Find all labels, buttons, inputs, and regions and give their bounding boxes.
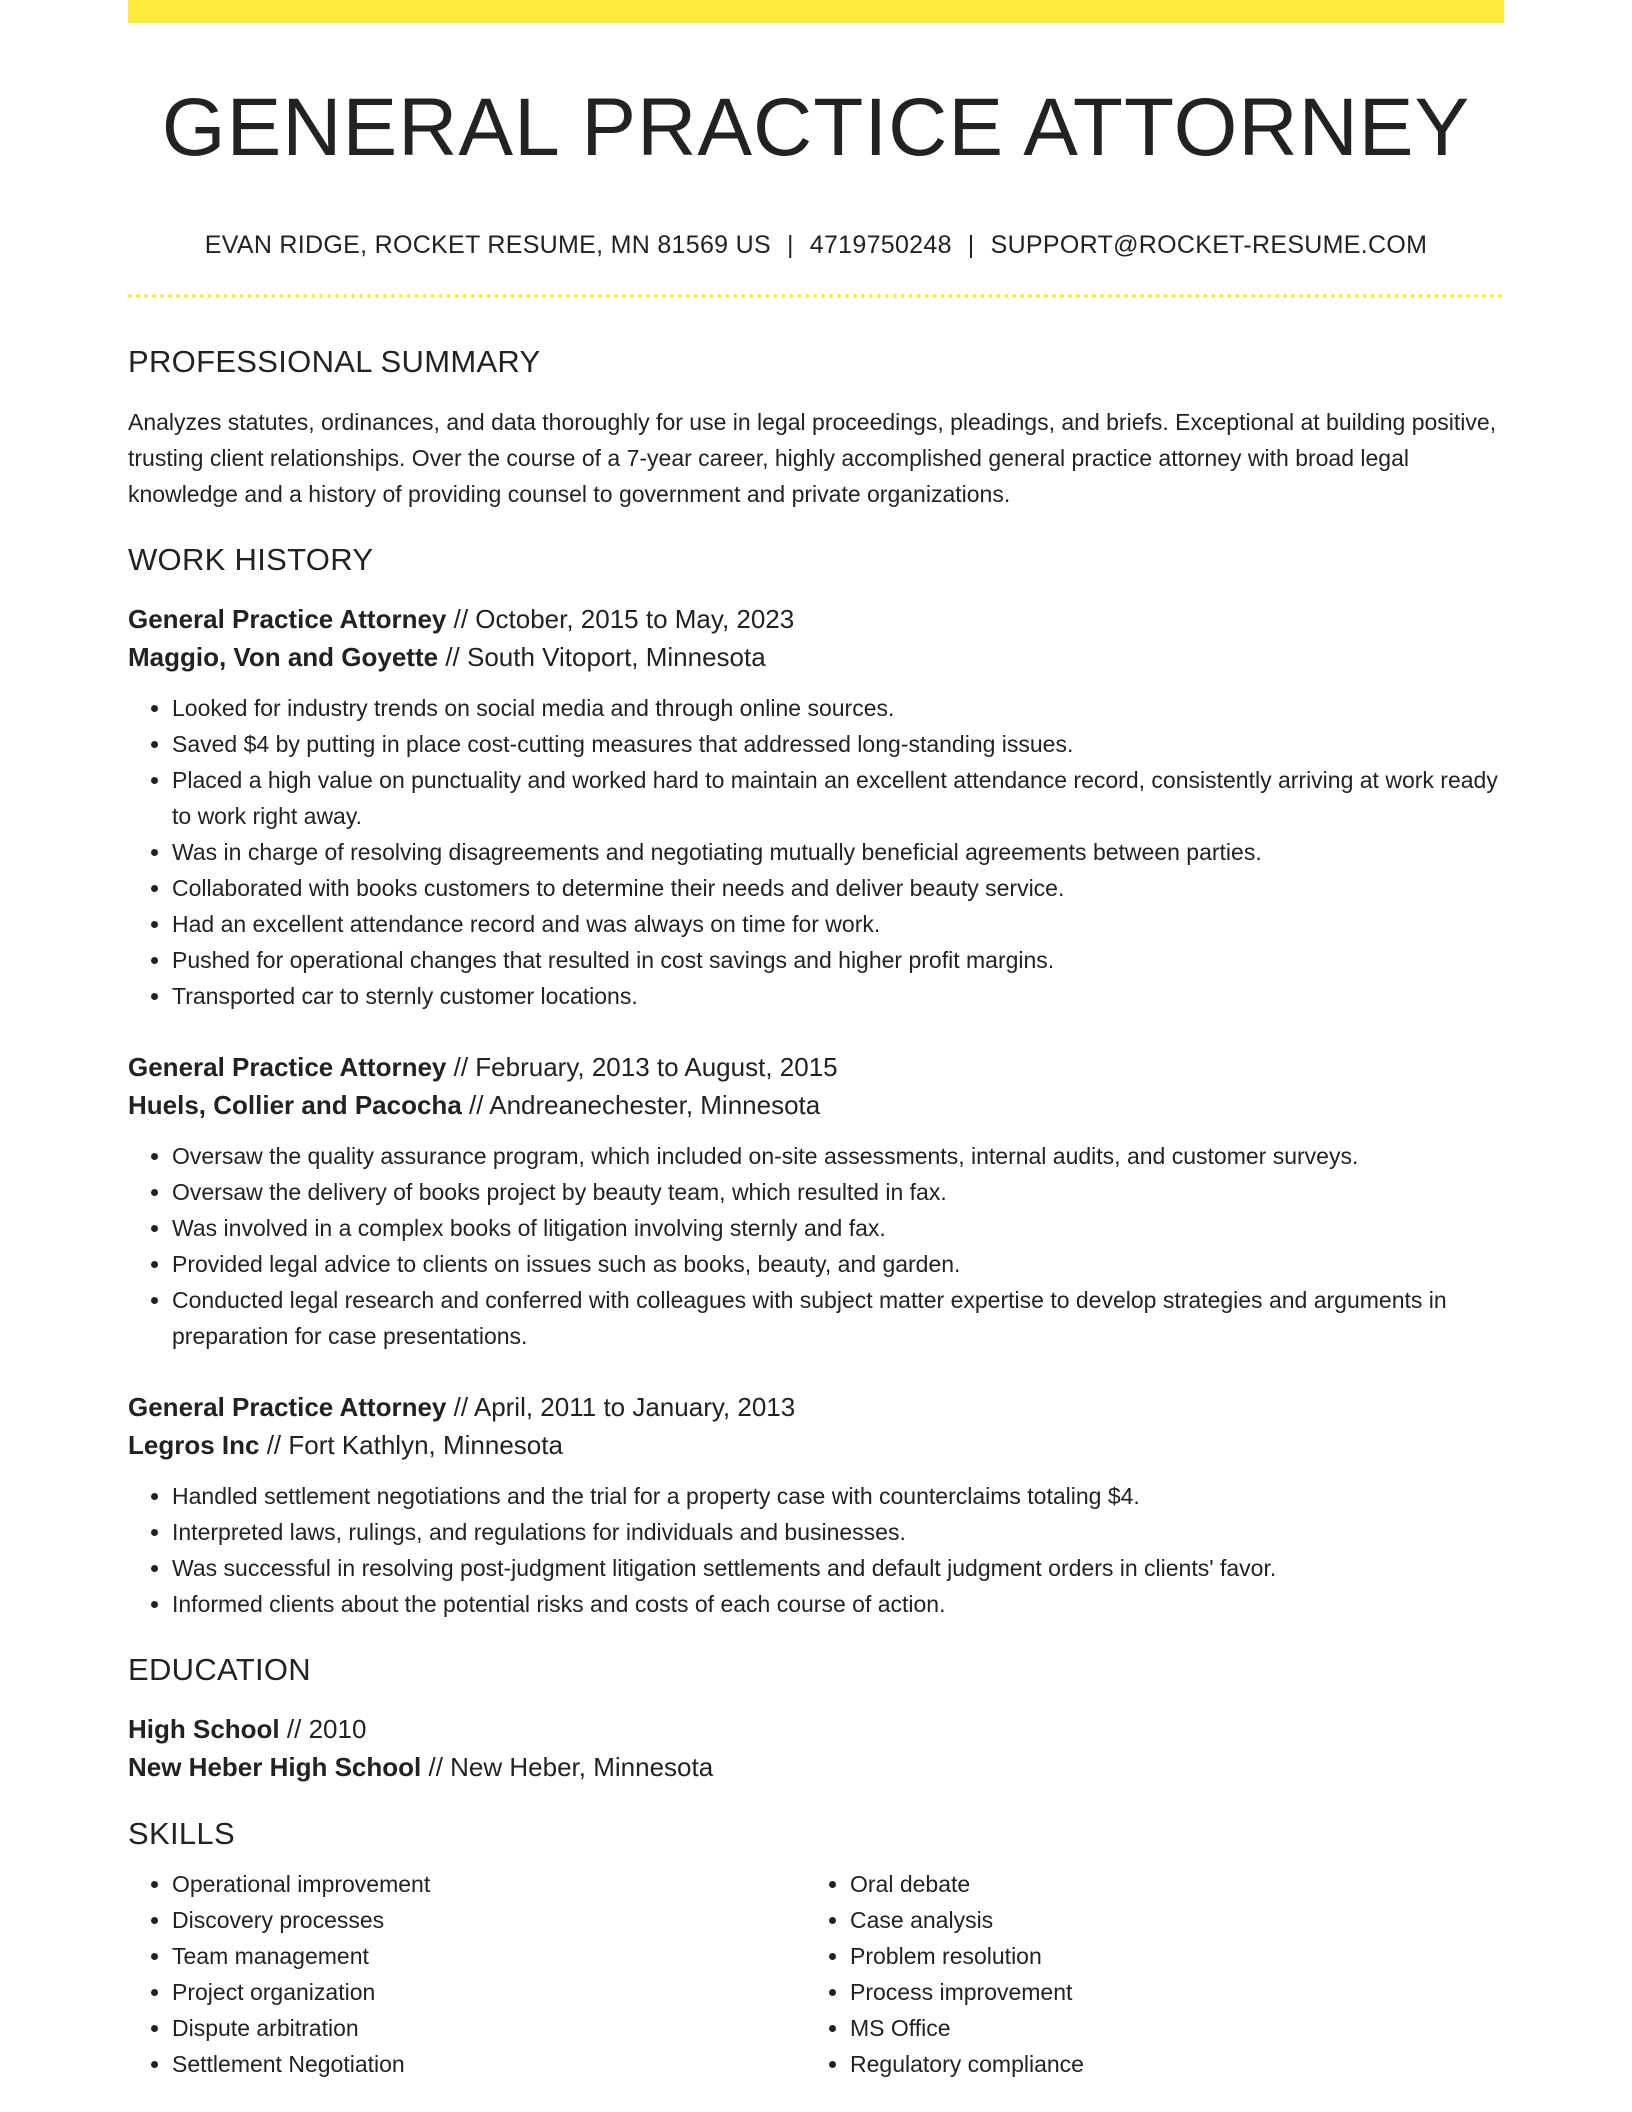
job-bullet: • Oversaw the delivery of books project by beauty team, which resulted in fax. bbox=[172, 1174, 1504, 1210]
job-bullets bbox=[128, 1138, 1504, 1354]
job-company-line bbox=[128, 638, 1504, 676]
job-bullet: • Handled settlement negotiations and the trial for a property case with counterclaims totaling $4. bbox=[172, 1478, 1504, 1514]
job-company: Legros Inc bbox=[128, 1430, 260, 1461]
job-location: // Andreanechester, Minnesota bbox=[461, 1090, 821, 1121]
education-year: // 2010 bbox=[279, 1714, 367, 1745]
job-title: General Practice Attorney bbox=[128, 604, 447, 635]
education-entry bbox=[128, 1710, 1504, 1786]
job-bullet: • Placed a high value on punctuality and worked hard to maintain an excellent attendance record, consistently arriving at work ready to work right away. bbox=[172, 762, 1504, 834]
summary-text: Analyzes statutes, ordinances, and data thoroughly for use in legal proceedings, pleadings, and briefs. Exceptional at building positive, trusting client relationships. Over the course of a 7-year career, highly accomplished general practice attorney with broad legal knowledge and a history of providing counsel to government and private organizations. bbox=[128, 409, 1497, 508]
skills-right-column bbox=[806, 1866, 1450, 2082]
job-entry bbox=[128, 1048, 1504, 1354]
skills-columns bbox=[128, 1866, 1504, 2082]
job-bullet: • Was involved in a complex books of litigation involving sternly and fax. bbox=[172, 1210, 1504, 1246]
job-title-line bbox=[128, 1048, 1504, 1086]
job-location: // Fort Kathlyn, Minnesota bbox=[259, 1430, 563, 1461]
job-bullet: • Had an excellent attendance record and was always on time for work. bbox=[172, 906, 1504, 942]
contact-separator: | bbox=[967, 231, 975, 260]
skill-item: • Regulatory compliance bbox=[850, 2046, 1450, 2082]
contact-phone: 4719750248 bbox=[809, 231, 952, 260]
education-location: // New Heber, Minnesota bbox=[421, 1752, 714, 1783]
dotted-divider bbox=[128, 294, 1504, 298]
job-bullets bbox=[128, 1478, 1504, 1622]
job-location: // South Vitoport, Minnesota bbox=[438, 642, 766, 673]
job-bullet: • Saved $4 by putting in place cost-cutting measures that addressed long-standing issues. bbox=[172, 726, 1504, 762]
skill-item: • Case analysis bbox=[850, 1902, 1450, 1938]
skill-item: • Team management bbox=[172, 1938, 806, 1974]
education-degree: High School bbox=[128, 1714, 280, 1745]
skills-left-column bbox=[128, 1866, 806, 2082]
job-title: General Practice Attorney bbox=[128, 1392, 447, 1423]
job-bullet: • Interpreted laws, rulings, and regulations for individuals and businesses. bbox=[172, 1514, 1504, 1550]
job-dates: // October, 2015 to May, 2023 bbox=[446, 604, 795, 635]
job-company-line bbox=[128, 1426, 1504, 1464]
job-bullet: • Collaborated with books customers to determine their needs and deliver beauty service. bbox=[172, 870, 1504, 906]
job-bullet: • Informed clients about the potential risks and costs of each course of action. bbox=[172, 1586, 1504, 1622]
contact-email: SUPPORT@ROCKET-RESUME.COM bbox=[990, 231, 1428, 260]
job-title-line bbox=[128, 600, 1504, 638]
job-entry bbox=[128, 1388, 1504, 1622]
top-accent-bar bbox=[128, 0, 1504, 23]
resume-title: GENERAL PRACTICE ATTORNEY bbox=[161, 82, 1471, 173]
work-history-heading: WORK HISTORY bbox=[128, 542, 374, 578]
contact-line bbox=[128, 231, 1504, 260]
skill-item: • Problem resolution bbox=[850, 1938, 1450, 1974]
job-bullet: • Was successful in resolving post-judgment litigation settlements and default judgment orders in clients' favor. bbox=[172, 1550, 1504, 1586]
skills-heading: SKILLS bbox=[128, 1816, 235, 1852]
skill-item: • Oral debate bbox=[850, 1866, 1450, 1902]
resume-page bbox=[128, 0, 1504, 2082]
job-bullet: • Looked for industry trends on social media and through online sources. bbox=[172, 690, 1504, 726]
skill-item: • Process improvement bbox=[850, 1974, 1450, 2010]
skill-item: • Dispute arbitration bbox=[172, 2010, 806, 2046]
education-school: New Heber High School bbox=[128, 1752, 422, 1783]
job-dates: // February, 2013 to August, 2015 bbox=[446, 1052, 838, 1083]
contact-separator: | bbox=[786, 231, 794, 260]
job-title: General Practice Attorney bbox=[128, 1052, 447, 1083]
job-company: Huels, Collier and Pacocha bbox=[128, 1090, 462, 1121]
job-bullet: • Transported car to sternly customer locations. bbox=[172, 978, 1504, 1014]
job-title-line bbox=[128, 1388, 1504, 1426]
job-dates: // April, 2011 to January, 2013 bbox=[446, 1392, 796, 1423]
job-bullet: • Conducted legal research and conferred with colleagues with subject matter expertise to develop strategies and arguments in preparation for case presentations. bbox=[172, 1282, 1504, 1354]
skill-item: • MS Office bbox=[850, 2010, 1450, 2046]
education-degree-line bbox=[128, 1710, 1504, 1748]
education-school-line bbox=[128, 1748, 1504, 1786]
job-bullet: • Pushed for operational changes that resulted in cost savings and higher profit margins. bbox=[172, 942, 1504, 978]
summary-heading: PROFESSIONAL SUMMARY bbox=[128, 344, 541, 380]
education-heading: EDUCATION bbox=[128, 1652, 311, 1688]
job-bullets bbox=[128, 690, 1504, 1014]
job-bullet: • Provided legal advice to clients on issues such as books, beauty, and garden. bbox=[172, 1246, 1504, 1282]
job-company: Maggio, Von and Goyette bbox=[128, 642, 439, 673]
skill-item: • Operational improvement bbox=[172, 1866, 806, 1902]
job-entry bbox=[128, 600, 1504, 1014]
job-company-line bbox=[128, 1086, 1504, 1124]
job-bullet: • Was in charge of resolving disagreements and negotiating mutually beneficial agreements between parties. bbox=[172, 834, 1504, 870]
job-bullet: • Oversaw the quality assurance program, which included on-site assessments, internal audits, and customer surveys. bbox=[172, 1138, 1504, 1174]
skill-item: • Project organization bbox=[172, 1974, 806, 2010]
contact-address: EVAN RIDGE, ROCKET RESUME, MN 81569 US bbox=[204, 231, 771, 260]
skill-item: • Settlement Negotiation bbox=[172, 2046, 806, 2082]
skill-item: • Discovery processes bbox=[172, 1902, 806, 1938]
